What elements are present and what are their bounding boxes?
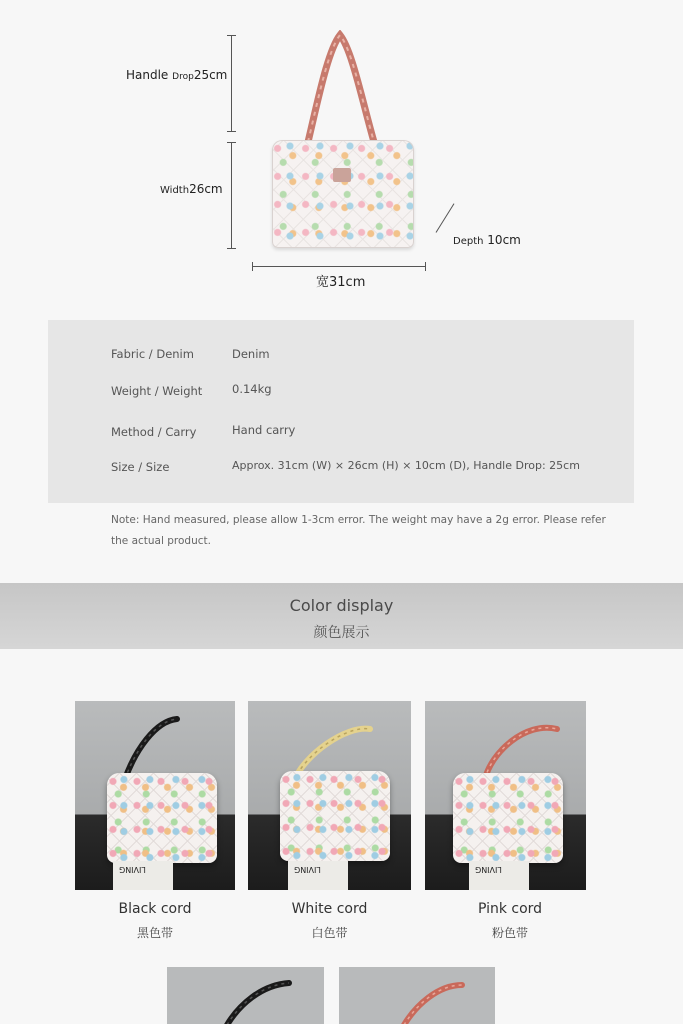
bag-handle-image <box>300 30 380 145</box>
color-option-preview-pink[interactable] <box>339 967 495 1024</box>
bag-label-patch <box>333 168 351 182</box>
bag-image <box>280 771 390 861</box>
spec-weight-value: 0.14kg <box>232 382 272 396</box>
depth-text <box>453 233 521 247</box>
spec-fabric-value: Denim <box>232 347 270 361</box>
color-display-title: Color display <box>289 596 394 615</box>
color-name-black: Black cord <box>118 901 192 917</box>
spec-weight-label: Weight / Weight <box>111 384 203 398</box>
book-box <box>469 861 529 890</box>
spec-method-value: Hand carry <box>232 423 296 437</box>
color-display-subtitle: 颜色展示 <box>313 625 370 641</box>
black-cord-handle <box>115 711 185 781</box>
handle-drop-small-label: Drop <box>172 72 194 82</box>
color-option-white[interactable] <box>248 701 411 890</box>
handle-dimension-line <box>231 35 232 132</box>
length-label: 宽31cm <box>316 275 366 290</box>
color-name-black-cn: 黑色带 <box>136 926 173 940</box>
width-label: Width <box>160 185 190 196</box>
length-dimension-line <box>252 266 426 267</box>
spec-size-value: Approx. 31cm (W) × 26cm (H) × 10cm (D), Handle Drop: 25cm <box>232 459 580 472</box>
book-box <box>113 861 173 890</box>
pink-cord-handle <box>394 977 474 1024</box>
length-dimension-cap-right <box>425 262 426 271</box>
color-name-white: White cord <box>291 901 368 917</box>
width-text <box>160 182 223 196</box>
handle-dimension-cap-top <box>227 35 236 36</box>
handle-drop-value: 25cm <box>193 68 228 82</box>
bag-image <box>107 773 217 863</box>
handle-dimension-cap-bottom <box>227 131 236 132</box>
height-dimension-cap-top <box>227 142 236 143</box>
depth-label: Depth <box>453 236 484 247</box>
color-name-pink-cn: 粉色带 <box>491 926 528 940</box>
book-box <box>288 861 348 890</box>
depth-value: 10cm <box>487 233 521 247</box>
handle-drop-text <box>126 68 227 82</box>
color-name-pink: Pink cord <box>477 901 543 917</box>
bag-image <box>272 140 414 248</box>
box-text: LIVING <box>475 865 502 874</box>
spec-size-label: Size / Size <box>111 460 170 474</box>
color-option-pink[interactable] <box>425 701 586 890</box>
handle-drop-label: Handle <box>126 68 169 82</box>
box-text: LIVING <box>119 865 146 874</box>
black-cord-handle <box>217 977 297 1024</box>
height-dimension-cap-bottom <box>227 248 236 249</box>
measurement-note: Note: Hand measured, please allow 1-3cm error. The weight may have a 2g error. Please refer the actual product. <box>111 514 606 547</box>
spec-method-label: Method / Carry <box>111 425 197 439</box>
length-dimension-cap-left <box>252 262 253 271</box>
box-text: LIVING <box>294 865 321 874</box>
color-option-black[interactable] <box>75 701 235 890</box>
color-option-preview-black[interactable] <box>167 967 324 1024</box>
spec-fabric-label: Fabric / Denim <box>111 347 194 361</box>
color-display-banner <box>0 583 683 649</box>
bag-image <box>453 773 563 863</box>
color-name-white-cn: 白色带 <box>311 926 348 940</box>
height-dimension-line <box>231 142 232 248</box>
width-value: 26cm <box>189 182 223 196</box>
depth-dimension-line <box>436 203 455 232</box>
